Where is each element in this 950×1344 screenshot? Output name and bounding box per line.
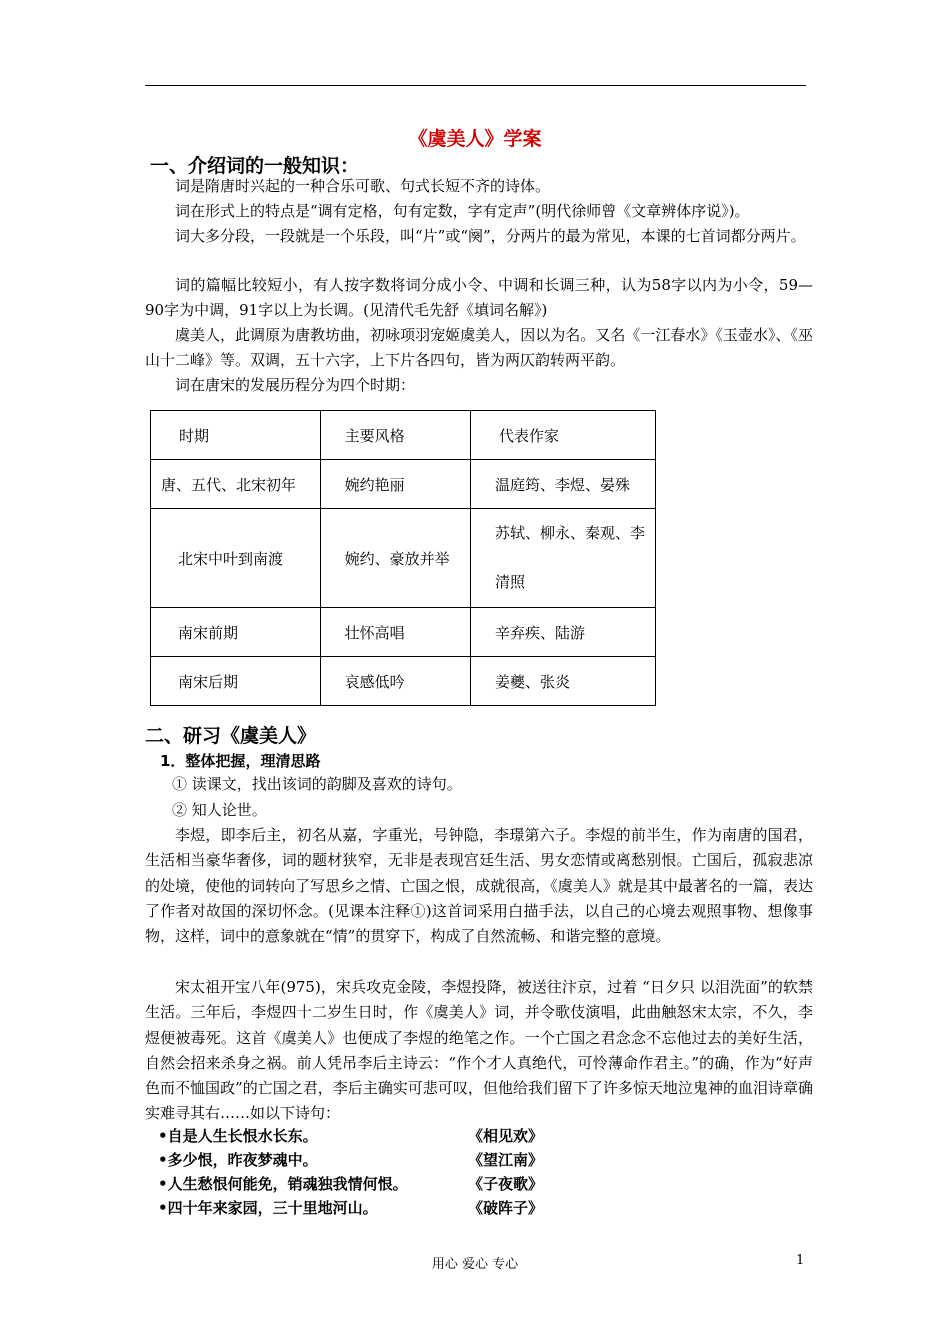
table-row — [151, 608, 656, 657]
page-number: 1 — [796, 1253, 805, 1268]
poem-text: •四十年来家园，三十里地河山。 — [158, 1199, 378, 1217]
footer-motto: 用心 爱心 专心 — [431, 1257, 519, 1272]
table-row — [151, 657, 656, 706]
table-cell: 辛弃疾、陆游 — [470, 608, 655, 657]
poem-line — [158, 1125, 718, 1146]
periods-table — [150, 410, 656, 706]
table-cell: 婉约艳丽 — [320, 460, 470, 509]
paragraph: 词的篇幅比较短小，有人按字数将词分成小令、中调和长调三种，认为58字以内为小令，59—90字为中调，91字以上为长调。(见清代毛先舒《填词名解》) — [145, 276, 813, 319]
table-cell: 南宋前期 — [151, 608, 321, 657]
poem-source: 《望江南》 — [468, 1151, 544, 1169]
poem-source: 《破阵子》 — [468, 1199, 544, 1217]
table-cell: 南宋后期 — [151, 657, 321, 706]
poem-text: •多少恨，昨夜梦魂中。 — [158, 1151, 318, 1169]
table-row — [151, 509, 656, 608]
section-1-heading: 一、介绍词的一般知识： — [150, 155, 360, 177]
paragraph: 词在唐宋的发展历程分为四个时期： — [175, 376, 416, 394]
table-row — [151, 460, 656, 509]
page-title: 《虞美人》学案 — [408, 128, 542, 150]
table-cell: 婉约、豪放并举 — [320, 509, 470, 608]
table-cell: 北宋中叶到南渡 — [151, 509, 321, 608]
table-cell: 苏轼、柳永、秦观、李清照 — [470, 509, 655, 608]
step-item: ① 读课文，找出该词的韵脚及喜欢的诗句。 — [172, 775, 462, 793]
poem-line — [158, 1173, 718, 1194]
table-header-cell: 主要风格 — [320, 411, 470, 460]
poem-line — [158, 1149, 718, 1170]
table-cell: 姜夔、张炎 — [470, 657, 655, 706]
subsection-heading: 1．整体把握，理清思路 — [160, 752, 321, 770]
table-header-row — [151, 411, 656, 460]
header-rule — [145, 85, 806, 86]
step-item: ② 知人论世。 — [172, 801, 267, 819]
poem-text: •自是人生长恨水长东。 — [158, 1127, 318, 1145]
paragraph: 词是隋唐时兴起的一种合乐可歌、句式长短不齐的诗体。 — [175, 177, 551, 195]
table-cell: 壮怀高唱 — [320, 608, 470, 657]
poem-line — [158, 1197, 718, 1218]
poem-source: 《相见欢》 — [468, 1127, 544, 1145]
paragraph: 李煜，即李后主，初名从嘉，字重光，号钟隐，李璟第六子。李煜的前半生，作为南唐的国君，生活相当豪华奢侈，词的题材狭窄，无非是表现宫廷生活、男女恋情或离愁别恨。亡国后，孤寂悲凉的处境，使他的词转向了写思乡之情、亡国之恨，成就很高，《虞美人》就是其中最著名的一篇，表达了作者对故国的深切怀念。(见课本注释①)这首词采用白描手法，以自己的心境去观照事物、想像事物，这样，词中的意象就在“情”的贯穿下，构成了自然流畅、和谐完整的意境。 — [145, 826, 813, 946]
table-cell: 唐、五代、北宋初年 — [151, 460, 321, 509]
paragraph: 虞美人，此调原为唐教坊曲，初咏项羽宠姬虞美人，因以为名。又名《一江春水》《玉壶水》、《巫山十二峰》等。双调，五十六字，上下片各四句，皆为两仄韵转两平韵。 — [145, 326, 813, 369]
table-cell: 哀感低吟 — [320, 657, 470, 706]
table-cell: 温庭筠、李煜、晏殊 — [470, 460, 655, 509]
paragraph: 词大多分段，一段就是一个乐段，叫“片”或“阕”，分两片的最为常见，本课的七首词都分两片。 — [175, 227, 806, 245]
table-header-cell: 时期 — [151, 411, 321, 460]
table-header-cell: 代表作家 — [470, 411, 655, 460]
paragraph: 词在形式上的特点是“调有定格，句有定数，字有定声”(明代徐师曾《文章辨体序说》)。 — [175, 202, 750, 220]
poem-source: 《子夜歌》 — [468, 1175, 544, 1193]
poem-text: •人生愁恨何能免，销魂独我情何恨。 — [158, 1175, 408, 1193]
paragraph: 宋太祖开宝八年(975)，宋兵攻克金陵，李煜投降，被送往汴京，过着 “日夕只 以泪洗面”的软禁生活。三年后，李煜四十二岁生日时，作《虞美人》词，并令歌伎演唱，此曲触怒宋太宗，不久，李煜便被毒死。这首《虞美人》也便成了李煜的绝笔之作。一个亡国之君念念不忘他过去的美好生活，自然会招来杀身之祸。前人凭吊李后主诗云：“作个才人真绝代，可怜薄命作君主。”的确，作为“好声色而不恤国政”的亡国之君，李后主确实可悲可叹，但他给我们留下了许多惊天地泣鬼神的血泪诗章确实难寻其右……如以下诗句： — [145, 978, 813, 1123]
section-2-heading: 二、研习《虞美人》 — [145, 725, 317, 747]
